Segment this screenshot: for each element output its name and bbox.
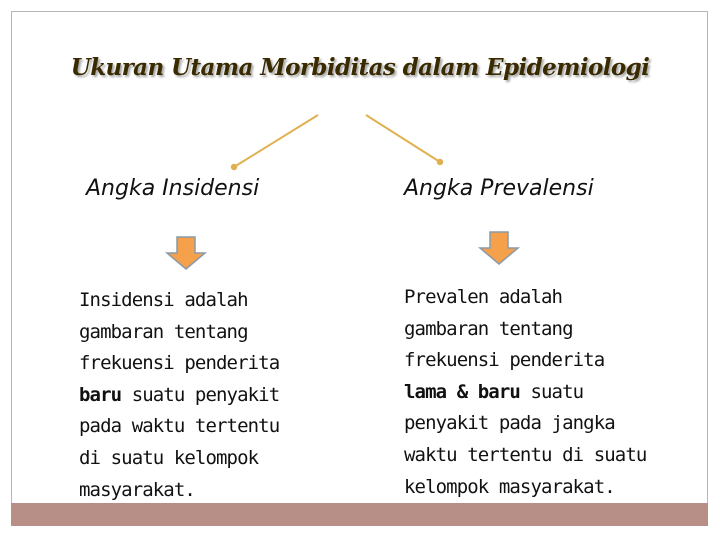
down-arrow-left — [167, 237, 205, 269]
heading-angka-insidensi: Angka Insidensi — [86, 176, 260, 201]
description-insidensi-bold: baru — [79, 383, 122, 406]
description-prevalensi — [404, 282, 646, 503]
description-insidensi-part2: suatu penyakit pada waktu tertentu di suatu kelompok masyarakat. — [79, 383, 280, 501]
description-prevalensi-part2: suatu penyakit pada jangka waktu tertentu di suatu kelompok masyarakat. — [404, 380, 647, 498]
down-arrow-right — [480, 232, 518, 264]
description-prevalensi-part1: Prevalen adalah gambaran tentang frekuensi penderita — [404, 286, 605, 372]
description-insidensi — [79, 285, 279, 506]
connector-right — [366, 115, 440, 162]
heading-angka-prevalensi: Angka Prevalensi — [404, 176, 594, 201]
description-prevalensi-bold: lama & baru — [404, 380, 520, 403]
connector-left — [234, 115, 318, 167]
description-insidensi-part1: Insidensi adalah gambaran tentang frekuensi penderita — [79, 289, 280, 375]
diagram-title: Ukuran Utama Morbiditas dalam Epidemiologi — [70, 54, 650, 81]
